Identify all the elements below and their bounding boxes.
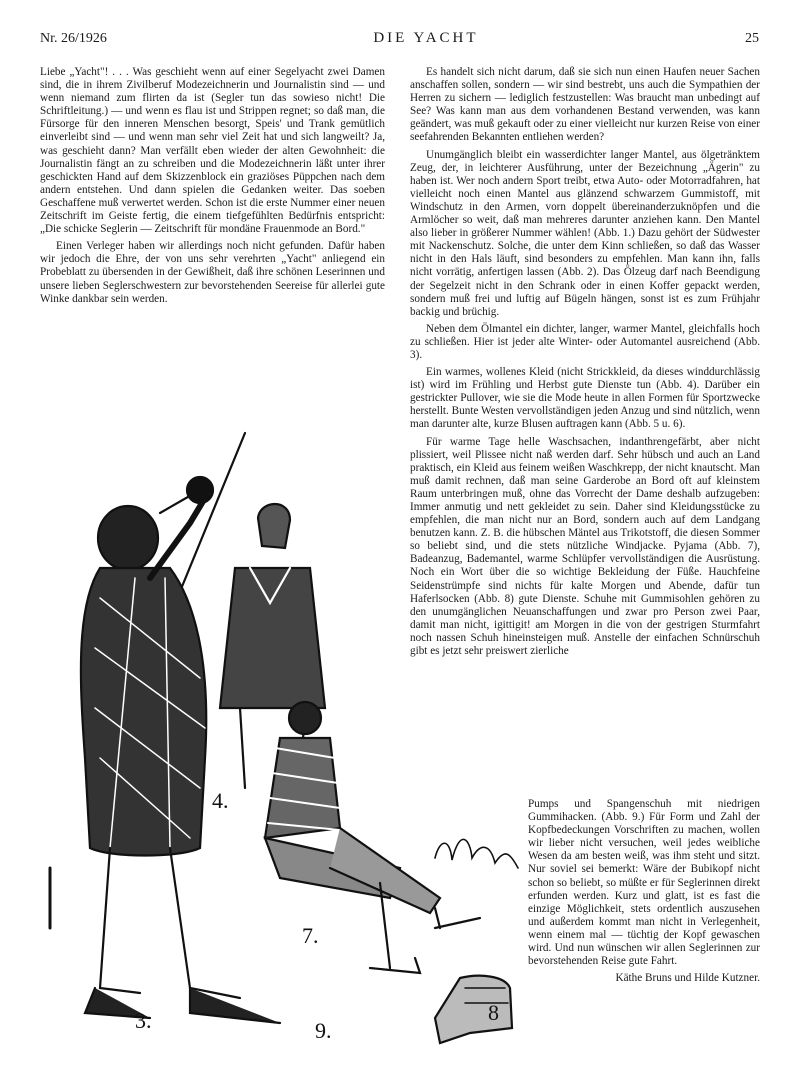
paragraph: Neben dem Ölmantel ein dichter, langer, warmer Mantel, gleichfalls hoch zu schließen. Hier ist jeder alte Winter- oder Automantel ausreichend (Abb. 3).: [410, 322, 760, 361]
paragraph: Für warme Tage helle Waschsachen, indanthrengefärbt, aber nicht plissiert, weil Plissee nicht naß werden darf. Sehr hübsch und auch an Land praktisch, ein Kleid aus feinem weißen Waschkrepp, der nicht knautscht. Man muß damit rechnen, daß man seine Garderobe an Bord oft auf kleinstem Raum unterbringen muß, ohne das Vorrecht der Dame deshalb aufzugeben: Immer anmutig und nett gekleidet zu sein. Daher sind Kleidungsstücke zu empfehlen, die man nicht nur an Bord, sondern auch auf dem Landgang benutzen kann. Z. B. die hübschen Mäntel aus Trikotstoff, die diesen Sommer so beliebt sind, und die stets nützliche Windjacke. Pyjama (Abb. 7), Badeanzug, Bademantel, warme Schlüpfer vervollständigen die Ausrüstung. Noch ein Wort über die so wichtige Bekleidung der Füße. Hauchfeine Seidenstrümpfe sind nichts für kalte Morgen und Abende, dafür tun Haferlsocken (Abb. 8) gute Dienste. Schuhe mit Gummisohlen gehören zu den unumgänglichen Neuanschaffungen und zwar pro Person zwei Paar, damit man nicht, igittigit! am Morgen in die von der gestrigen Sturmfahrt noch nassen Schuh hineinsteigen muß. Anstelle der einfachen Schnürschuh gibt es jetzt sehr preiswert zierliche: [410, 435, 760, 658]
figure-8-sock-shoe: [435, 976, 512, 1043]
paragraph: Einen Verleger haben wir allerdings noch nicht gefunden. Dafür haben wir jedoch die Ehre, der von uns sehr verehrten „Yacht" anliegend ein Probeblatt zu übersenden in der Gewißheit, daß ihre schönen Leserinnen und unsere lieben Seglerschwestern zur bevorstehenden Seereise für allerlei gute Winke dankbar sein werden.: [40, 240, 385, 305]
figure-label-7: 7.: [302, 923, 319, 948]
paragraph: Pumps und Spangenschuh mit niedrigen Gummihacken. (Abb. 9.) Für Form und Zahl der Kopfbedeckungen Vorschriften zu machen, wollen wir lieber nicht versuchen, weil jedes weibliche Wesen da am besten weiß, was ihm steht und sitzt. Nur soviel sei bemerkt: Wäre der Bubikopf nicht schon so beliebt, so müßte er für Seglerinnen direkt erfunden werden. Kurz und glatt, ist es fast die einzige Möglichkeit, stets ordentlich auszusehen und außerdem kommt man nicht in Verlegenheit, wenn einem mal — tüchtig der Kopf gewaschen wird. Und nun wünschen wir allen Seglerinnen zur bevorstehenden Reise gute Fahrt.: [528, 798, 760, 968]
right-narrow-column: [528, 798, 760, 989]
author-signature: Käthe Bruns und Hilde Kutzner.: [615, 972, 760, 985]
paragraph: Ein warmes, wollenes Kleid (nicht Strickkleid, da dieses winddurchlässig ist) wird im Frühling und Herbst gute Dienste tun (Abb. 4). Darüber ein gestrickter Pullover, wie sie die Mode heute in allen Formen für Sportzwecke herstellt. Bunte Westen vervollständigen jeden Anzug und sind nützlich, wenn man darunter alte, kurze Blusen auftragen kann (Abb. 5 u. 6).: [410, 366, 760, 431]
figure-label-4: 4.: [212, 788, 229, 813]
paragraph: Liebe „Yacht"! . . . Was geschieht wenn auf einer Segelyacht zwei Damen sind, die in ihrem Zivilberuf Modezeichnerin und Journalistin sind — und wenn niemand zum flirten da ist (Segler tun das sowieso nicht! Die Schriftleitung.) — und wenn es flau ist und Strippen regnet; so daß man, die Fürsorge für den inneren Menschen besorgt, Speis' und Trank gemütlich einverleibt sind — und wenn man sehr viel Zeit hat und sich langweilt? Ja, was geschieht dann? Man verfällt eben wieder der alten Gewohnheit: die Journalistin fängt an zu schreiben und die Modezeichnerin läßt unter ihrer geschickten Hand auf dem Skizzenblock ein graziöses Püppchen nach dem andern entstehen. Und dann spielen die Gedanken weiter. Das soeben Geschaffene muß verwertet werden. Schon ist die erste Nummer einer neuen Zeitschrift im Geiste fertig, die einem tiefgefühlten Bedürfnis entspricht: „Die schicke Seglerin — Zeitschrift für mondäne Frauenmode an Bord.": [40, 66, 385, 236]
magazine-title: DIE YACHT: [373, 30, 479, 46]
figure-label-9: 9.: [315, 1018, 332, 1043]
page-header: [40, 30, 759, 52]
fashion-illustration: [40, 428, 530, 1053]
figure-7-seated-woman: [265, 702, 480, 973]
issue-number: Nr. 26/1926: [40, 31, 107, 46]
page-number: 25: [744, 31, 759, 46]
figure-label-8: 8: [488, 1000, 499, 1025]
paragraph: Es handelt sich nicht darum, daß sie sich nun einen Haufen neuer Sachen anschaffen sollen, sondern — wir sind bestrebt, uns auch die Sympathien der Herren zu sichern — lediglich festzustellen: Was braucht man unbedingt auf See? Was kann man aus dem vorhandenen Bestand verwenden, was kann geändert, was muß gekauft oder zu einer vielleicht nur kurzen Reise von einer seefahrenden Bekannten entliehen werden?: [410, 66, 760, 144]
figure-label-3: 3.: [135, 1008, 152, 1033]
paragraph: Unumgänglich bleibt ein wasserdichter langer Mantel, aus ölgetränktem Zeug, der, in leichterer Ausführung, unter der Bezeichnung „Ägerin" zu haben ist. Wer noch andern Sport treibt, etwa Auto- oder Motorradfahren, hat vielleicht noch einen Mantel aus glänzend schwarzem Gummistoff, mit Windschutz in den Armen, vorn doppelt übereinanderzuknöpfen und die Armlöcher so weit, daß man mehreres darunter anziehen kann. Den Mantel also lieber in größerer Nummer wählen! (Abb. 1.) Dazu gehört der Südwester mit Nackenschutz. Solche, die unter dem Kinn schließen, so daß das Wasser nicht in den Hals läuft, sind besonders zu empfehlen. Man kann ihn, falls nicht vorrätig, anfertigen lassen (Abb. 2). Das Ölzeug darf nach Beendigung der Segelzeit nicht in den Schrank oder in einen Koffer gepackt werden, sondern muß frei und luftig auf Bügeln hängen, sonst ist es zum Frühjahr backig und brüchig.: [410, 148, 760, 318]
left-column: [40, 66, 385, 310]
